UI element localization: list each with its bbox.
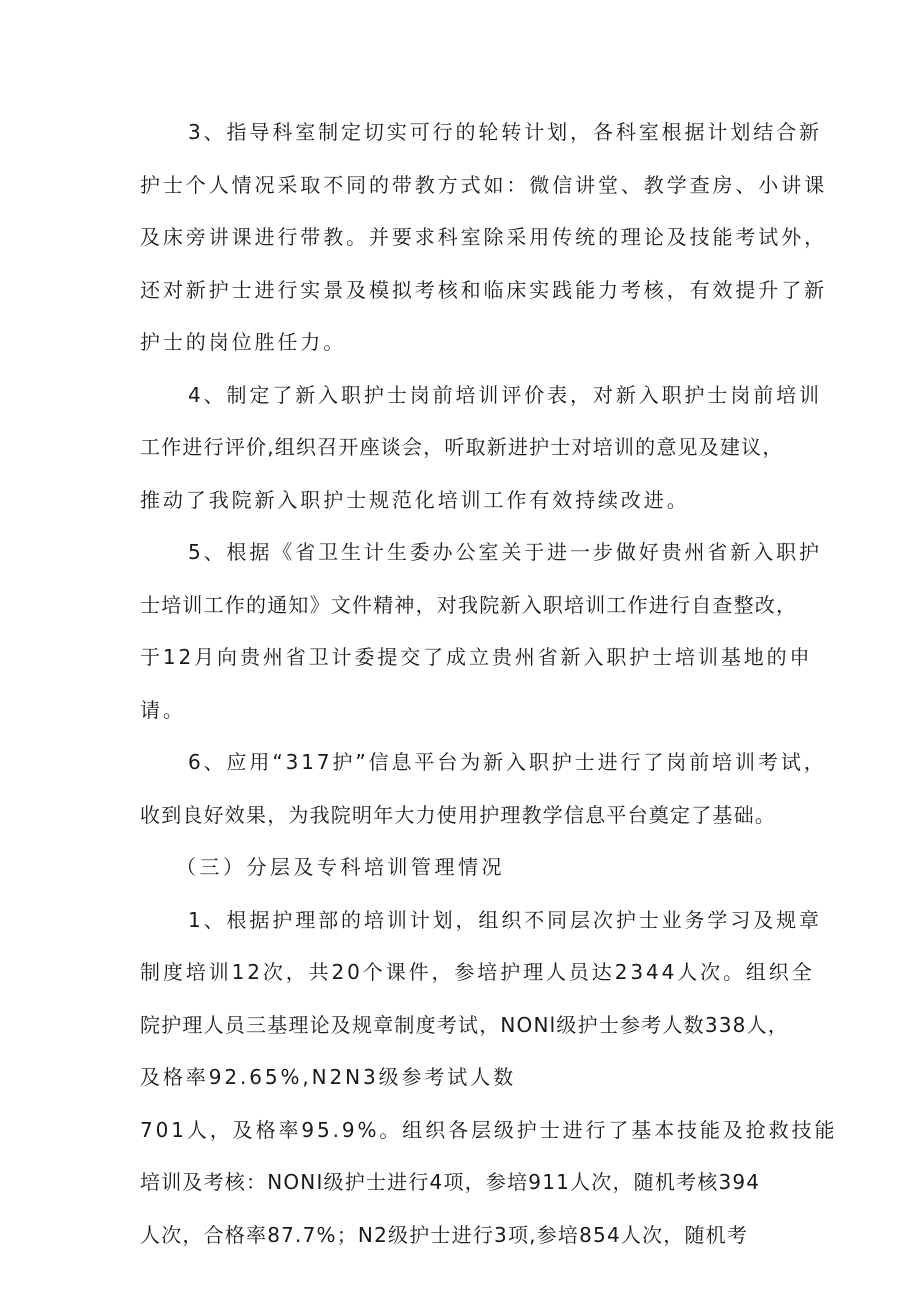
paragraph-3-line-4: 还对新护士进行实景及模拟考核和临床实践能力考核，有效提升了新 xyxy=(140,277,827,302)
paragraph-3-line-2: 护士个人情况采取不同的带教方式如：微信讲堂、教学查房、小讲课 xyxy=(140,172,827,197)
paragraph-3-line-5: 护士的岗位胜任力。 xyxy=(140,330,347,354)
paragraph-7-line-5: 701人，及格率95.9%。组织各层级护士进行了基本技能及抢救技能 xyxy=(140,1117,838,1142)
paragraph-7-line-1: 1、根据护理部的培训计划，组织不同层次护士业务学习及规章 xyxy=(188,907,822,932)
paragraph-5-line-2: 士培训工作的通知》文件精神，对我院新入职培训工作进行自查整改， xyxy=(140,592,798,617)
paragraph-7-line-2: 制度培训12次，共20个课件，参培护理人员达2344人次。组织全 xyxy=(140,960,815,984)
section-heading: （三）分层及专科培训管理情况 xyxy=(176,855,505,879)
paragraph-5-line-4: 请。 xyxy=(140,697,186,722)
paragraph-3-line-3: 及床旁讲课进行带教。并要求科室除采用传统的理论及技能考试外， xyxy=(140,225,827,249)
paragraph-4-line-3: 推动了我院新入职护士规范化培训工作有效持续改进。 xyxy=(140,487,690,512)
paragraph-6-line-2: 收到良好效果，为我院明年大力使用护理教学信息平台奠定了基础。 xyxy=(140,802,776,827)
paragraph-7-line-4: 及格率92.65%,N2N3级参考试人数 xyxy=(140,1065,516,1089)
paragraph-5-line-3: 于12月向贵州省卫计委提交了成立贵州省新入职护士培训基地的申 xyxy=(140,645,813,669)
paragraph-7-line-7: 人次，合格率87.7%；N2级护士进行3项,参培854人次，随机考 xyxy=(140,1222,749,1247)
paragraph-5-line-1: 5、根据《省卫生计生委办公室关于进一步做好贵州省新入职护 xyxy=(188,540,822,564)
paragraph-7-line-3: 院护理人员三基理论及规章制度考试，NONl级护士参考人数338人， xyxy=(140,1012,789,1037)
paragraph-7-line-6: 培训及考核：NONI级护士进行4项，参培911人次，随机考核394 xyxy=(140,1170,761,1194)
paragraph-4-line-1: 4、制定了新入职护士岗前培训评价表，对新入职护士岗前培训 xyxy=(188,382,822,407)
paragraph-6-line-1: 6、应用“317护”信息平台为新入职护士进行了岗前培训考试， xyxy=(188,750,827,774)
paragraph-3-line-1: 3、指导科室制定切实可行的轮转计划，各科室根据计划结合新 xyxy=(188,120,822,144)
paragraph-4-line-2: 工作进行评价,组织召开座谈会，听取新进护士对培训的意见及建议， xyxy=(140,435,784,459)
